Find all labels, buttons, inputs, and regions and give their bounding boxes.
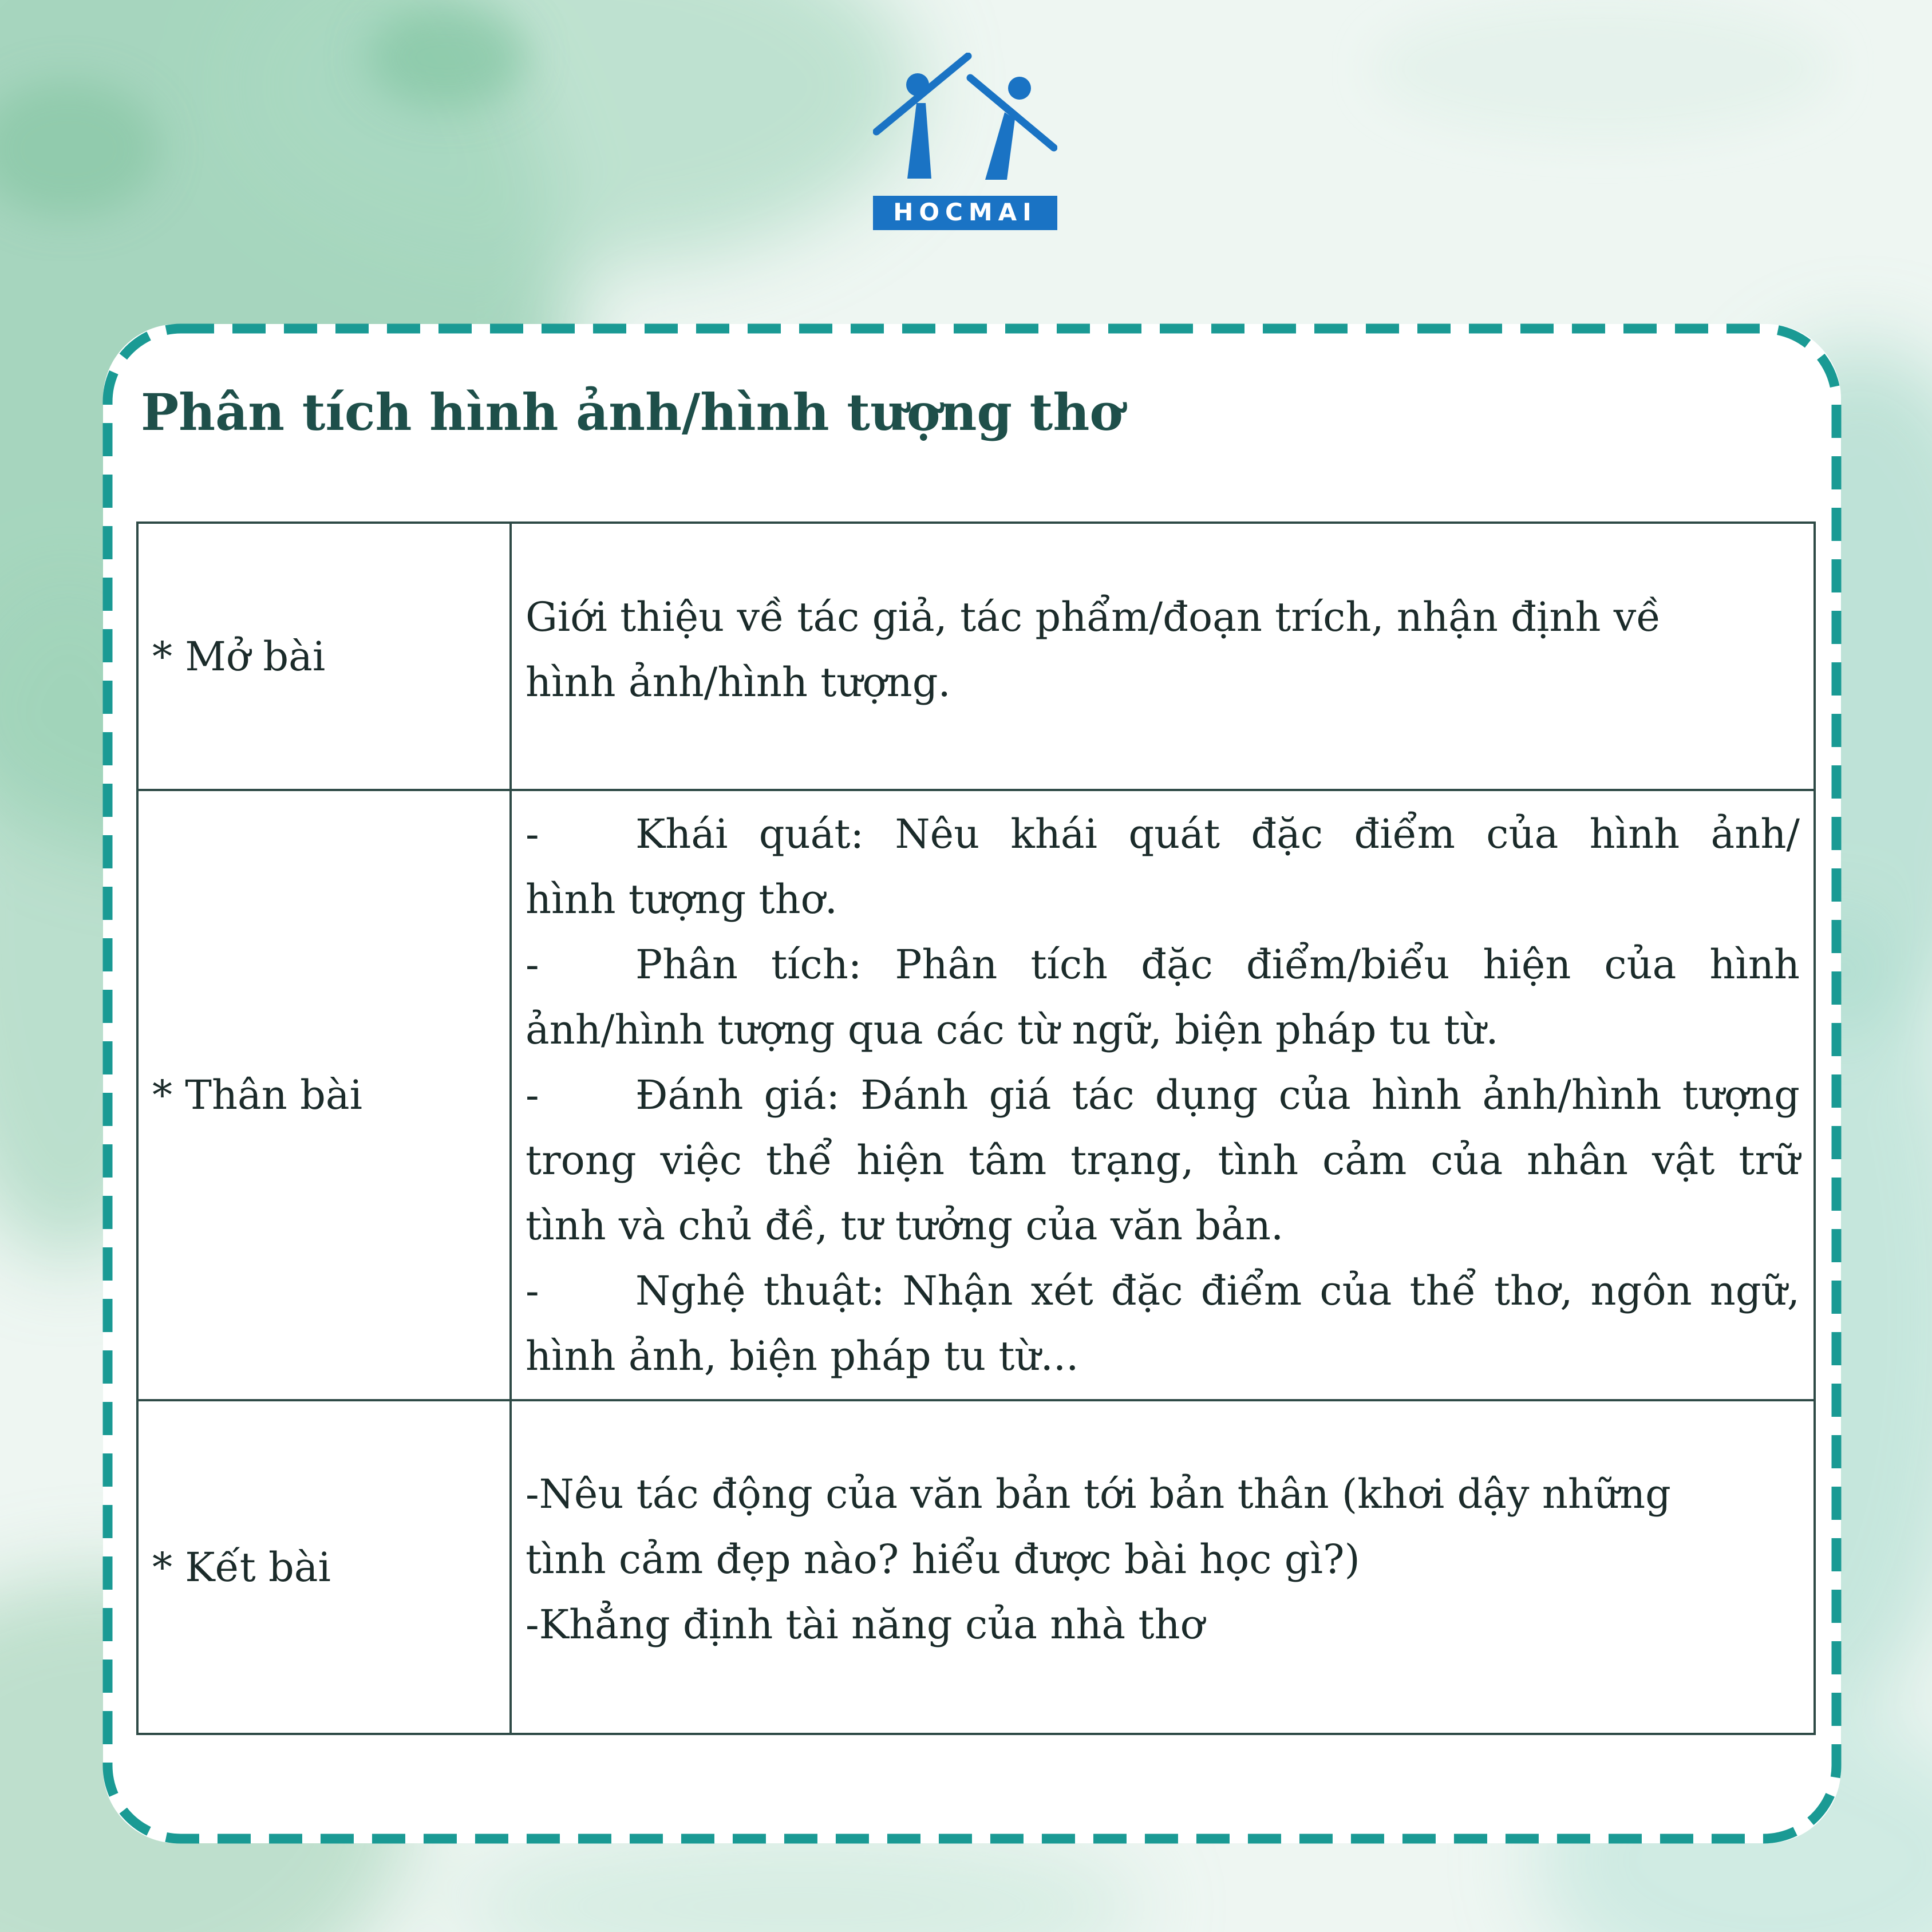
essay-outline-table <box>136 521 1816 1735</box>
list-item-danh-gia: - Đánh giá: Đánh giá tác dụng của hình ảnh/hình tượng trong việc thể hiện tâm trạng, tình cảm của nhân vật trữ tình và chủ đề, tư tưởng của văn bản. <box>526 1072 1800 1249</box>
row-content-mo-bai: Giới thiệu về tác giả, tác phẩm/đoạn trích, nhận định về hình ảnh/hình tượng. <box>511 523 1815 790</box>
table-row-ket-bai <box>137 1400 1815 1734</box>
logo-wordmark: HOCMAI <box>893 198 1037 226</box>
row-content-ket-bai: -Nêu tác động của văn bản tới bản thân (khơi dậy những tình cảm đẹp nào? hiểu được bài học gì?) -Khẳng định tài năng của nhà thơ <box>511 1400 1815 1734</box>
table-row-mo-bai <box>137 523 1815 790</box>
list-item-khai-quat: - Khái quát: Nêu khái quát đặc điểm của hình ảnh/ hình tượng thơ. <box>526 811 1800 923</box>
page-title: Phân tích hình ảnh/hình tượng thơ <box>141 382 1123 442</box>
row-content-than-bai <box>511 790 1815 1400</box>
row-label-ket-bai: * Kết bài <box>137 1400 511 1734</box>
row-label-mo-bai: * Mở bài <box>137 523 511 790</box>
logo-figure-left <box>876 56 968 179</box>
row-label-than-bai: * Thân bài <box>137 790 511 1400</box>
hocmai-logo <box>873 53 1057 231</box>
list-item-nghe-thuat: - Nghệ thuật: Nhận xét đặc điểm của thể thơ, ngôn ngữ, hình ảnh, biện pháp tu từ... <box>526 1267 1800 1380</box>
logo-figure-right <box>970 77 1054 180</box>
list-item-phan-tich: - Phân tích: Phân tích đặc điểm/biểu hiện của hình ảnh/hình tượng qua các từ ngữ, biện pháp tu từ. <box>526 941 1800 1053</box>
table-row-than-bai <box>137 790 1815 1400</box>
